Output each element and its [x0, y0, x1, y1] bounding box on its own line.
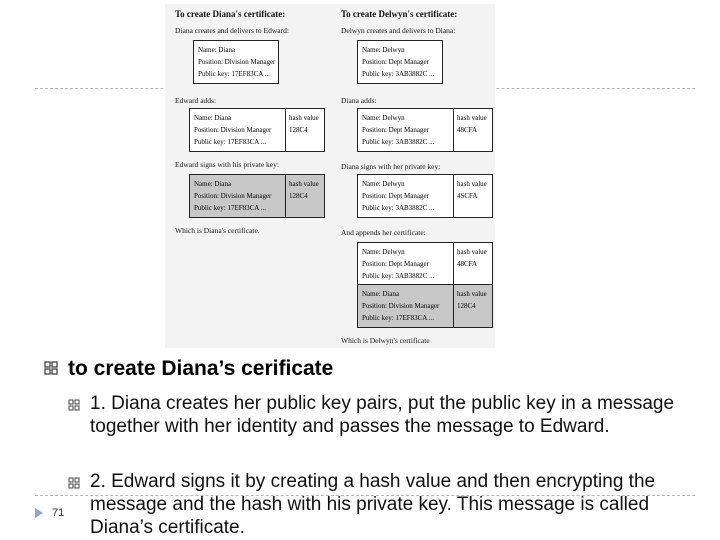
delwyn-box-appended: Name: Delwyn Position: Dept Manager Public key: 3AB3882C ...	[357, 242, 455, 286]
sub-bullet-icon	[68, 399, 80, 411]
diana-hash-box-signed: hash value 128C4	[285, 174, 325, 218]
right-step3: Diana signs with her private key:	[341, 162, 441, 171]
diana-box-appended: Name: Diana Position: Division Manager Public key: 17EF83CA ...	[357, 284, 455, 328]
diana-box-signed: Name: Diana Position: Division Manager Public key: 17EF83CA ...	[189, 174, 287, 218]
delwyn-hash-box-signed: hash value 4SCFA	[453, 174, 493, 218]
right-step4: And appends her certificate:	[341, 228, 426, 237]
bullet-icon	[44, 361, 58, 375]
point-1-text: 1. Diana creates her public key pairs, put the public key in a message together with her identity and passes the message to Edward.	[90, 393, 675, 437]
diana-box-1: Name: Diana Position: Division Manager Public key: 17EF83CA ...	[193, 40, 279, 84]
left-step2: Edward adds:	[175, 96, 217, 105]
diana-hash-box-2: hash value 128C4	[285, 108, 325, 152]
delwyn-box-2: Name: Delwyn Position: Dept Manager Public key: 3AB3882C ...	[357, 108, 455, 152]
delwyn-box-signed: Name: Delwyn Position: Dept Manager Public key: 3AB3882C ...	[357, 174, 455, 218]
delwyn-hash-box-appended: hash value 48CFA	[453, 242, 493, 286]
certificate-figure	[165, 4, 495, 348]
slide-number-arrow-icon	[34, 507, 44, 519]
sub-bullet-icon	[68, 477, 80, 489]
left-result: Which is Diana's certificate.	[175, 226, 260, 235]
diana-hash-box-appended: hash value 128C4	[453, 284, 493, 328]
delwyn-box-1: Name: Delwyn Position: Dept Manager Public key: 3AB3882C ...	[357, 40, 443, 84]
left-title: To create Diana's certificate:	[175, 9, 286, 19]
diana-box-2: Name: Diana Position: Division Manager Public key: 17EF83CA ...	[189, 108, 287, 152]
slide-number: 71	[52, 507, 65, 519]
left-step3: Edward signs with his private key:	[175, 160, 279, 169]
left-step1: Diana creates and delivers to Edward:	[175, 26, 289, 35]
right-title: To create Delwyn's certificate:	[341, 9, 458, 19]
point-2-text: 2. Edward signs it by creating a hash value and then encrypting the message and the hash with his private key. This message is called Diana’s certificate.	[90, 471, 656, 538]
right-step2: Diana adds:	[341, 96, 377, 105]
delwyn-hash-box-2: hash value 48CFA	[453, 108, 493, 152]
right-result: Which is Delwyn's certificate	[341, 336, 430, 345]
right-step1: Delwyn creates and delivers to Diana:	[341, 26, 456, 35]
slide-heading: to create Diana’s cerificate	[68, 357, 334, 380]
